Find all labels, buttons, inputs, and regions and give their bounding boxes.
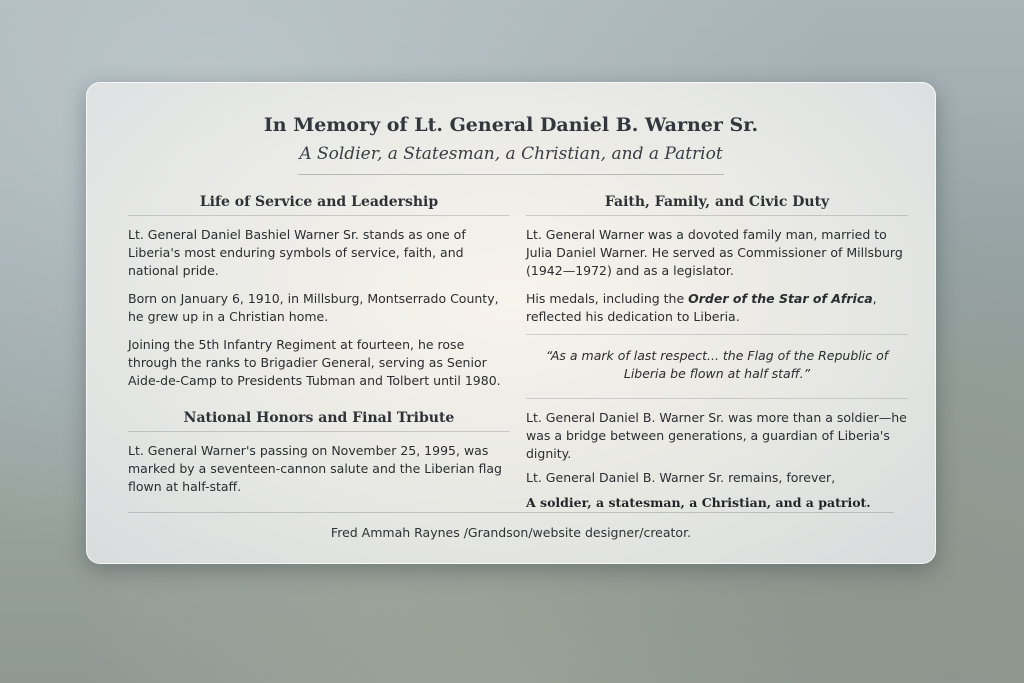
section-national-honors [128, 410, 510, 496]
section-heading: National Honors and Final Tribute [128, 410, 510, 432]
closing-block [526, 398, 908, 510]
medal-name: Order of the Star of Africa [688, 291, 873, 306]
memorial-plaque [86, 82, 936, 564]
paragraph: Lt. General Daniel B. Warner Sr. was more than a soldier—he was a bridge between generations, a guardian of Liberia's dignity. [526, 410, 907, 461]
section-heading: Faith, Family, and Civic Duty [526, 194, 908, 216]
text-span: His medals, including the [526, 291, 689, 306]
divider [526, 398, 908, 399]
paragraph: Born on January 6, 1910, in Millsburg, Montserrado County, he grew up in a Christian home. [128, 291, 499, 324]
divider [526, 334, 908, 335]
paragraph-medals [526, 290, 908, 326]
plaque-title: In Memory of Lt. General Daniel B. Warner Sr. [263, 114, 759, 136]
quote-block [526, 334, 908, 383]
section-heading: Life of Service and Leadership [128, 194, 510, 216]
section-life-of-service [128, 194, 510, 390]
footer-credit: Fred Ammah Raynes /Grandson/website designer/creator. [330, 525, 692, 540]
closing-line: A soldier, a statesman, a Christian, and a patriot. [526, 495, 871, 510]
footer-divider [128, 512, 894, 513]
quote-text: “As a mark of last respect... the Flag of the Republic of Liberia be flown at half staff.” [545, 348, 889, 381]
paragraph: Lt. General Daniel B. Warner Sr. remains, forever, [526, 470, 836, 485]
paragraph: Lt. General Warner's passing on November 25, 1995, was marked by a seventeen-cannon salute and the Liberian flag flown at half-staff. [128, 443, 502, 494]
paragraph: Joining the 5th Infantry Regiment at fourteen, he rose through the ranks to Brigadier General, serving as Senior Aide-de-Camp to Presidents Tubman and Tolbert until 1980. [128, 337, 501, 388]
title-divider [298, 174, 724, 175]
plaque-subtitle: A Soldier, a Statesman, a Christian, and a Patriot [299, 144, 723, 164]
paragraph: Lt. General Warner was a dovoted family man, married to Julia Daniel Warner. He served as Commissioner of Millsburg (1942—1972) and as a legislator. [526, 227, 903, 278]
paragraph: Lt. General Daniel Bashiel Warner Sr. stands as one of Liberia's most enduring symbols of service, faith, and national pride. [128, 227, 466, 278]
text-span: , reflected his dedication to Liberia. [526, 291, 877, 324]
section-faith-family [526, 194, 908, 326]
